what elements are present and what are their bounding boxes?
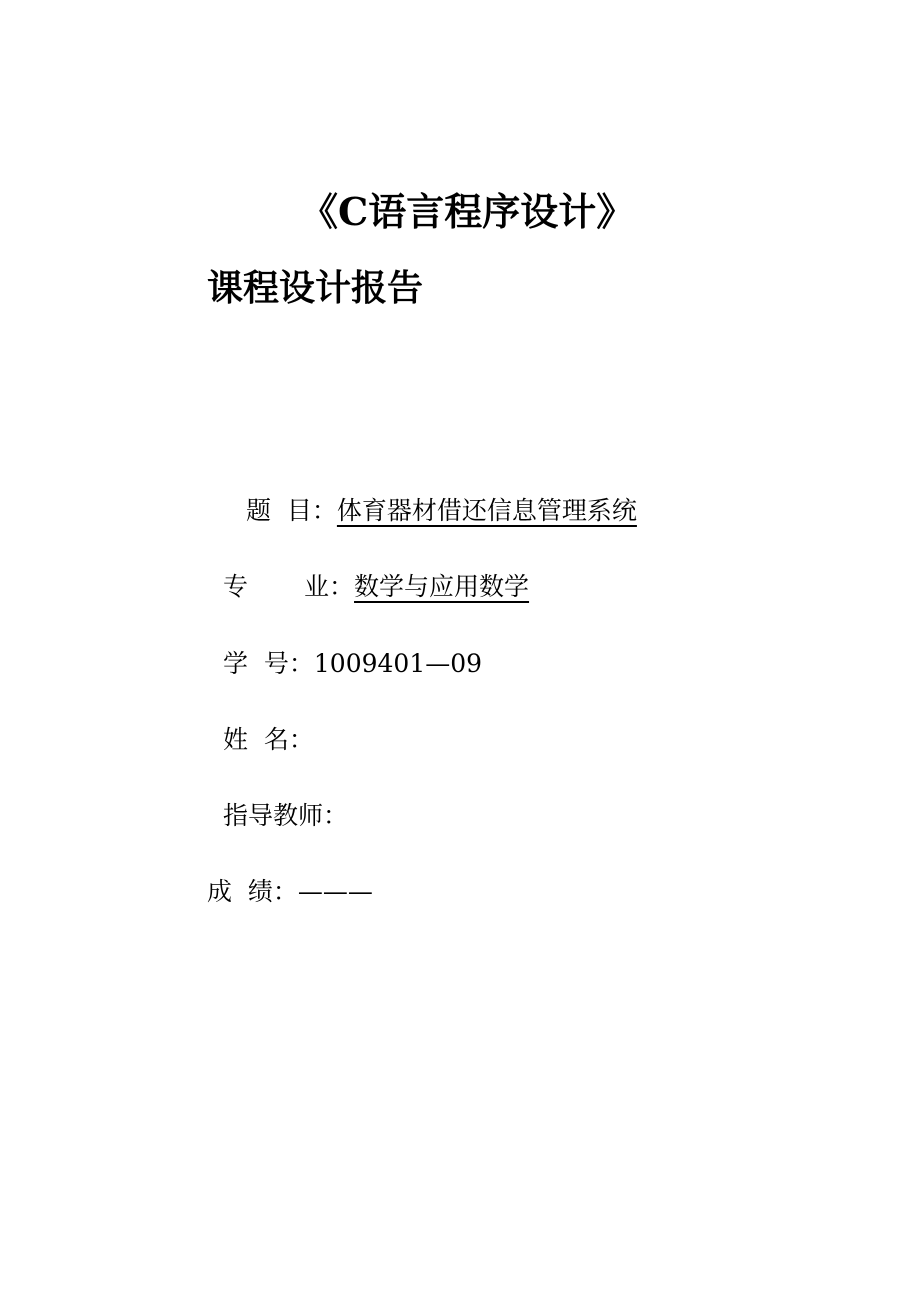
name-label: 姓 名：	[223, 725, 314, 754]
field-topic	[246, 498, 637, 523]
report-subtitle: 课程设计报告	[207, 267, 424, 309]
student-id-label: 学 号：	[223, 649, 314, 678]
field-grade	[207, 879, 373, 904]
student-id-value: 1009401—09	[313, 649, 483, 678]
major-label-b: 业：	[304, 572, 355, 601]
topic-value: 体育器材借还信息管理系统	[336, 496, 637, 525]
grade-label: 成 绩：	[207, 877, 298, 906]
tutor-label: 指导教师：	[223, 801, 349, 830]
field-name	[223, 727, 314, 752]
topic-label: 题 目：	[246, 496, 337, 525]
field-student-id	[223, 651, 482, 676]
major-label-a: 专	[223, 572, 249, 601]
field-major	[223, 574, 529, 599]
report-title: 《C语言程序设计》	[300, 189, 635, 234]
grade-value: ———	[297, 877, 373, 906]
major-value: 数学与应用数学	[354, 572, 530, 601]
field-tutor	[223, 803, 348, 828]
